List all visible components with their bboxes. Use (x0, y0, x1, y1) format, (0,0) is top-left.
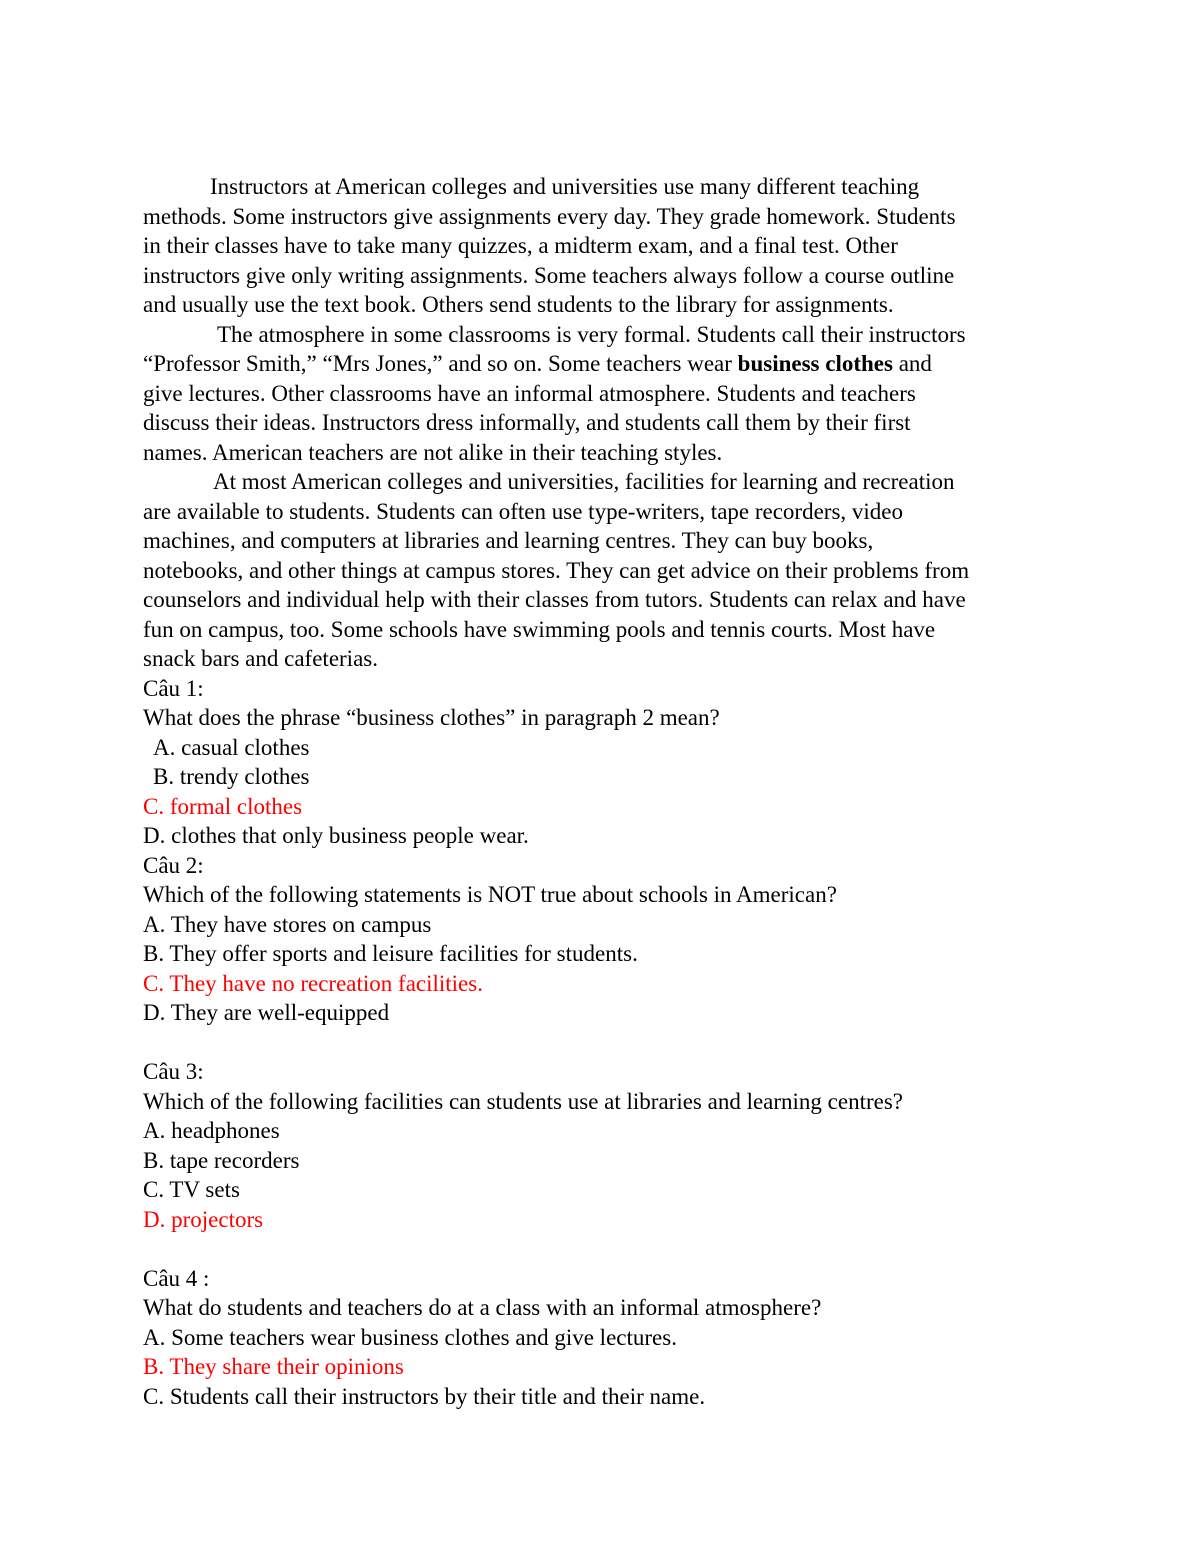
question-3 (143, 1057, 1068, 1234)
question-2 (143, 851, 1068, 1028)
passage-line: give lectures. Other classrooms have an informal atmosphere. Students and teachers (143, 380, 916, 406)
blank-line (143, 1028, 1068, 1058)
passage-line: are available to students. Students can often use type-writers, tape recorders, video (143, 498, 904, 524)
passage-line: notebooks, and other things at campus stores. They can get advice on their problems from (143, 557, 970, 583)
option-d-answer: D. projectors (143, 1206, 264, 1232)
question-label: Câu 4 : (143, 1265, 210, 1291)
passage-line: snack bars and cafeterias. (143, 646, 378, 671)
document-page (143, 172, 1068, 1411)
question-text: Which of the following statements is NOT true about schools in American? (143, 882, 837, 907)
option-a: A. Some teachers wear business clothes and give lectures. (143, 1324, 677, 1350)
option-a: A. They have stores on campus (143, 911, 432, 937)
option-c-answer: C. They have no recreation facilities. (143, 970, 483, 996)
option-d: D. They are well-equipped (143, 1000, 390, 1025)
option-b: B. trendy clothes (153, 764, 310, 789)
option-b-answer: B. They share their opinions (143, 1354, 404, 1379)
option-a: A. headphones (143, 1118, 280, 1143)
passage-line: names. American teachers are not alike in their teaching styles. (143, 439, 723, 465)
option-c: C. TV sets (143, 1177, 240, 1202)
option-b: B. They offer sports and leisure facilities for students. (143, 941, 638, 966)
passage-line: in their classes have to take many quizzes, a midterm exam, and a final test. Other (143, 233, 898, 258)
passage-line: and usually use the text book. Others send students to the library for assignments. (143, 292, 894, 317)
question-4 (143, 1264, 1068, 1412)
passage-line: Instructors at American colleges and universities use many different teaching (210, 174, 920, 199)
question-text: What does the phrase “business clothes” in paragraph 2 mean? (143, 705, 720, 730)
passage-line: instructors give only writing assignments. Some teachers always follow a course outline (143, 262, 955, 288)
option-d: D. clothes that only business people wear. (143, 823, 529, 848)
question-text: Which of the following facilities can students use at libraries and learning centres? (143, 1088, 904, 1114)
passage-line: At most American colleges and universities, facilities for learning and recreation (213, 469, 955, 494)
option-c: C. Students call their instructors by their title and their name. (143, 1383, 706, 1409)
blank-line (143, 1234, 1068, 1264)
passage-paragraph-1 (143, 172, 1068, 320)
passage-line: methods. Some instructors give assignments every day. They grade homework. Students (143, 203, 956, 229)
passage-line: machines, and computers at libraries and learning centres. They can buy books, (143, 528, 874, 553)
passage-line: fun on campus, too. Some schools have swimming pools and tennis courts. Most have (143, 616, 936, 642)
passage-paragraph-2 (143, 320, 1068, 468)
question-label: Câu 3: (143, 1059, 204, 1084)
passage-paragraph-3 (143, 467, 1068, 674)
bold-phrase: business clothes (737, 351, 893, 376)
question-1 (143, 674, 1068, 851)
passage-line: and (892, 351, 932, 376)
passage-line: counselors and individual help with their classes from tutors. Students can relax and have (143, 587, 966, 612)
option-b: B. tape recorders (143, 1147, 300, 1173)
passage-line: The atmosphere in some classrooms is very formal. Students call their instructors (217, 321, 966, 347)
option-c-answer: C. formal clothes (143, 793, 303, 819)
question-text: What do students and teachers do at a class with an informal atmosphere? (143, 1295, 822, 1320)
option-a: A. casual clothes (153, 734, 310, 760)
passage-line: “Professor Smith,” “Mrs Jones,” and so on. Some teachers wear (143, 351, 738, 376)
passage-line: discuss their ideas. Instructors dress informally, and students call them by their first (143, 410, 911, 435)
question-label: Câu 2: (143, 852, 204, 878)
question-label: Câu 1: (143, 675, 204, 701)
